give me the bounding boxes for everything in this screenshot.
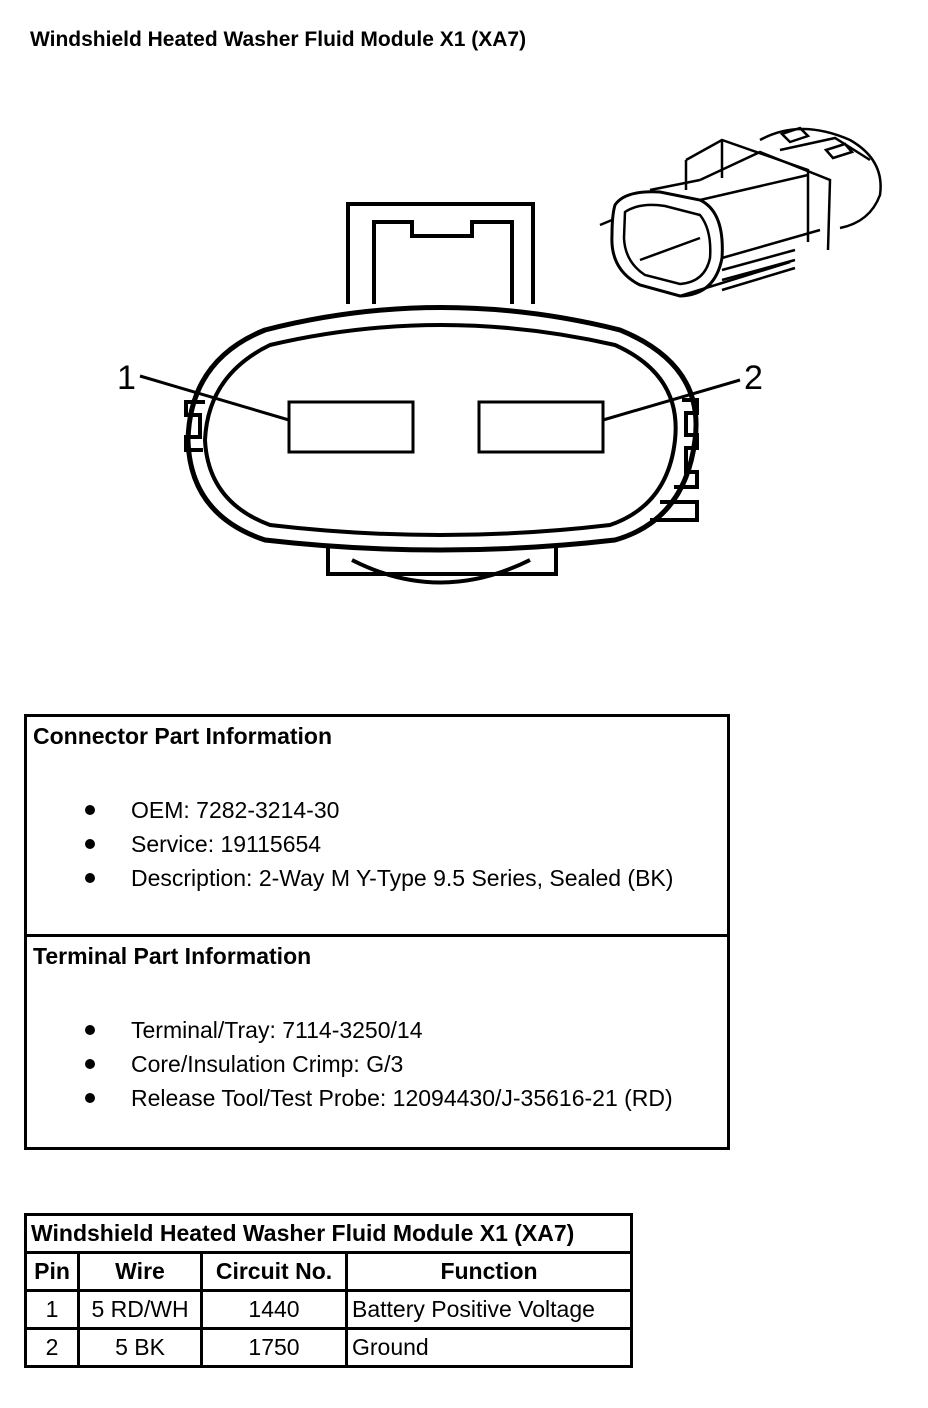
pin-cell: 2 <box>26 1329 79 1367</box>
circuit-cell: 1440 <box>202 1291 347 1329</box>
function-cell: Ground <box>347 1329 632 1367</box>
connector-part-section <box>27 717 727 937</box>
pin-2-leader <box>603 380 740 420</box>
connector-inner-seal <box>205 325 676 535</box>
list-item-text: OEM: 7282-3214-30 <box>131 797 340 823</box>
list-item <box>27 793 673 827</box>
bullet-icon <box>85 839 95 849</box>
connector-part-heading: Connector Part Information <box>33 723 333 749</box>
list-item <box>27 827 673 861</box>
column-header-function: Function <box>347 1253 632 1291</box>
terminal-cavity-1 <box>289 402 413 452</box>
list-item <box>27 1047 673 1081</box>
list-item <box>27 861 673 895</box>
bullet-icon <box>85 805 95 815</box>
table-row <box>26 1329 632 1367</box>
bullet-icon <box>85 1059 95 1069</box>
wire-cell: 5 RD/WH <box>79 1291 202 1329</box>
connector-face-view <box>140 204 740 583</box>
column-header-pin: Pin <box>26 1253 79 1291</box>
table-header-row <box>26 1253 632 1291</box>
connector-diagram <box>0 0 928 700</box>
list-item-text: Release Tool/Test Probe: 12094430/J-35616-21 (RD) <box>131 1085 673 1111</box>
list-item-text: Description: 2-Way M Y-Type 9.5 Series, Sealed (BK) <box>131 865 674 891</box>
list-item <box>27 1013 673 1047</box>
connector-3d-thumbnail <box>600 128 881 296</box>
page-title: Windshield Heated Washer Fluid Module X1 (XA7) <box>30 28 527 51</box>
terminal-part-list <box>27 1013 673 1115</box>
bullet-icon <box>85 1093 95 1103</box>
table-row <box>26 1291 632 1329</box>
list-item <box>27 1081 673 1115</box>
wire-cell: 5 BK <box>79 1329 202 1367</box>
circuit-cell: 1750 <box>202 1329 347 1367</box>
terminal-part-section <box>27 937 727 1150</box>
bullet-icon <box>85 1025 95 1035</box>
function-cell: Battery Positive Voltage <box>347 1291 632 1329</box>
pin-2-label: 2 <box>744 359 763 397</box>
column-header-circuit: Circuit No. <box>202 1253 347 1291</box>
pin-1-label: 1 <box>117 359 136 397</box>
table-caption: Windshield Heated Washer Fluid Module X1 (XA7) <box>26 1215 632 1253</box>
list-item-text: Core/Insulation Crimp: G/3 <box>131 1051 404 1077</box>
list-item-text: Terminal/Tray: 7114-3250/14 <box>131 1017 423 1043</box>
terminal-part-heading: Terminal Part Information <box>33 943 312 969</box>
pin-1-leader <box>140 376 289 420</box>
connector-part-list <box>27 793 673 895</box>
pin-out-table <box>24 1213 633 1368</box>
part-info-box <box>24 714 730 1150</box>
table-caption-row <box>26 1215 632 1253</box>
bullet-icon <box>85 873 95 883</box>
terminal-cavity-2 <box>479 402 603 452</box>
column-header-wire: Wire <box>79 1253 202 1291</box>
pin-cell: 1 <box>26 1291 79 1329</box>
connector-outer-shell <box>188 308 696 551</box>
list-item-text: Service: 19115654 <box>131 831 322 857</box>
